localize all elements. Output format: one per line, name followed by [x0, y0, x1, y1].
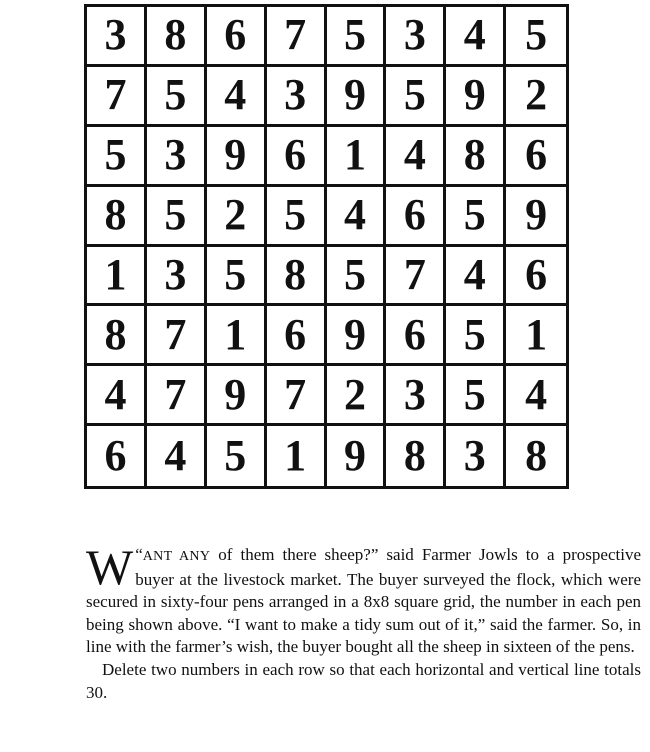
pen-cell: 5	[506, 7, 566, 67]
pen-cell: 8	[147, 7, 207, 67]
story-paragraph	[86, 539, 641, 659]
pen-cell: 1	[207, 306, 267, 366]
pen-cell: 7	[386, 247, 446, 307]
sheep-pen-grid	[84, 4, 569, 489]
pen-cell: 9	[207, 127, 267, 187]
pen-cell: 6	[267, 306, 327, 366]
pen-cell: 9	[207, 366, 267, 426]
pen-cell: 5	[327, 7, 387, 67]
pen-cell: 7	[267, 7, 327, 67]
pen-cell: 6	[506, 247, 566, 307]
pen-cell: 4	[327, 187, 387, 247]
pen-cell: 5	[147, 67, 207, 127]
pen-cell: 6	[506, 127, 566, 187]
pen-cell: 6	[207, 7, 267, 67]
pen-cell: 2	[506, 67, 566, 127]
pen-cell: 7	[267, 366, 327, 426]
pen-cell: 7	[147, 306, 207, 366]
pen-cell: 8	[446, 127, 506, 187]
pen-cell: 9	[327, 306, 387, 366]
pen-cell: 1	[267, 426, 327, 486]
pen-cell: 8	[267, 247, 327, 307]
pen-cell: 5	[327, 247, 387, 307]
puzzle-instruction: Delete two numbers in each row so that each horizontal and vertical line totals 30.	[86, 659, 641, 702]
pen-cell: 3	[147, 127, 207, 187]
pen-cell: 8	[87, 187, 147, 247]
drop-cap: W	[86, 539, 134, 595]
pen-cell: 5	[446, 306, 506, 366]
pen-cell: 8	[87, 306, 147, 366]
story-body: of them there sheep?” said Farmer Jowls to a prospective buyer at the livestock market. The buyer surveyed the flock, which were secured in sixty-four pens arranged in a 8x8 square grid, the number in each pen being shown above. “I want to make a tidy sum out of it,” said the farmer. So, in line with the farmer’s wish, the buyer bought all the sheep in sixteen of the pens.	[86, 545, 641, 657]
pen-cell: 3	[267, 67, 327, 127]
pen-cell: 6	[386, 187, 446, 247]
puzzle-text	[86, 539, 641, 704]
pen-cell: 5	[446, 187, 506, 247]
pen-cell: 5	[267, 187, 327, 247]
pen-cell: 8	[386, 426, 446, 486]
pen-cell: 3	[147, 247, 207, 307]
pen-cell: 5	[446, 366, 506, 426]
pen-cell: 9	[327, 67, 387, 127]
pen-cell: 9	[446, 67, 506, 127]
pen-cell: 9	[506, 187, 566, 247]
pen-cell: 1	[327, 127, 387, 187]
pen-cell: 4	[87, 366, 147, 426]
pen-cell: 4	[506, 366, 566, 426]
pen-cell: 4	[386, 127, 446, 187]
pen-cell: 3	[386, 366, 446, 426]
open-quote: “	[135, 545, 143, 564]
pen-cell: 2	[327, 366, 387, 426]
pen-cell: 3	[87, 7, 147, 67]
pen-cell: 6	[386, 306, 446, 366]
pen-cell: 7	[87, 67, 147, 127]
pen-cell: 1	[506, 306, 566, 366]
pen-cell: 5	[87, 127, 147, 187]
pen-cell: 3	[446, 426, 506, 486]
pen-cell: 4	[207, 67, 267, 127]
pen-cell: 6	[87, 426, 147, 486]
pen-cell: 6	[267, 127, 327, 187]
pen-cell: 5	[386, 67, 446, 127]
pen-cell: 4	[446, 247, 506, 307]
pen-cell: 4	[446, 7, 506, 67]
pen-cell: 2	[207, 187, 267, 247]
pen-cell: 3	[386, 7, 446, 67]
pen-cell: 5	[147, 187, 207, 247]
pen-cell: 5	[207, 426, 267, 486]
pen-cell: 8	[525, 431, 548, 481]
pen-cell: 9	[327, 426, 387, 486]
pen-cell: 7	[147, 366, 207, 426]
pen-cell: 5	[207, 247, 267, 307]
pen-cell: 4	[147, 426, 207, 486]
pen-cell: 1	[87, 247, 147, 307]
lead-smallcaps: ANT ANY	[142, 549, 211, 564]
